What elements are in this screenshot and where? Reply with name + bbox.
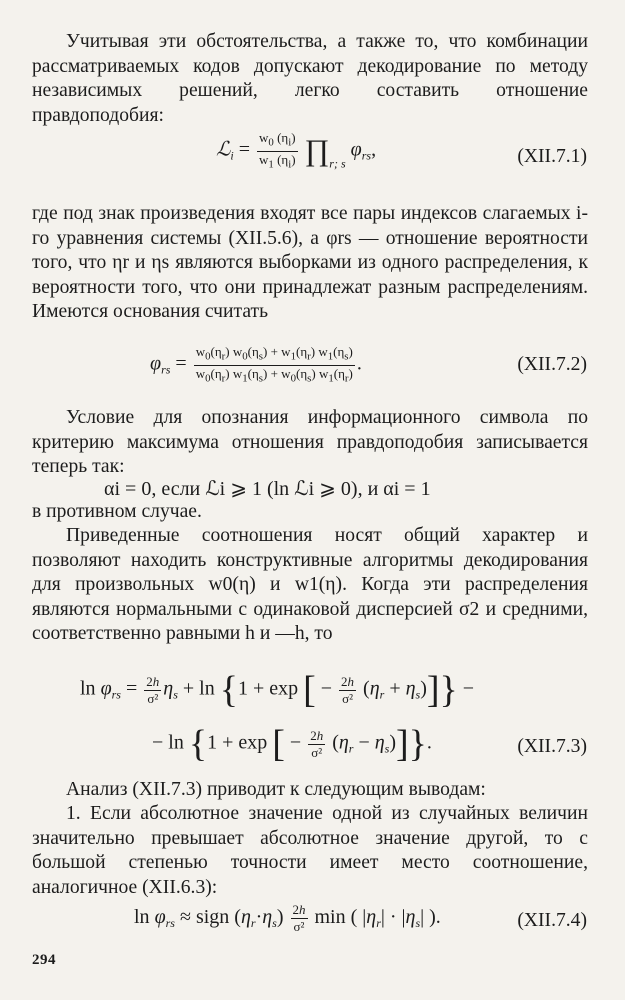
- equation-number-1: (XII.7.1): [517, 146, 587, 167]
- equation-xii-7-3-line-1: $\ln \varphi_{rs}$ = $\frac{2h}{\text{σ²}}$ $\eta_s + \ln \{1 + \exp$ [ − $\frac{2h}{\text{σ²}}$ $(\eta_r + \eta_s)$]} −: [80, 669, 475, 711]
- equation-xii-7-2: $\varphi_{rs}$ = $\frac{w_0(\eta_r) w_0(\eta_s) + w_1(\eta_r) w_1(\eta_s)}{w_0(\eta_r) w_1(\eta_s) + w_0(\eta_s) w_1(\eta_r)}$ .: [150, 344, 362, 385]
- equation-number-3: (XII.7.3): [517, 736, 587, 757]
- paragraph-1: Учитывая эти обстоятельства, а также то, что комбинации рассматриваемых кодов допускают декодирование по методу независимых решений, легко составить отношение правдоподобия:: [32, 31, 588, 126]
- equation-number-4: (XII.7.4): [517, 910, 587, 931]
- equation-xii-7-1: ℒ$_i$ = $\frac{w_0 (\eta_i)}{w_1 (\eta_i)}$ $\prod_{r; s}$ $\varphi_{rs}$,: [216, 130, 377, 171]
- paragraph-5: Приведенные соотношения носят общий характер и позволяют находить конструктивные алгоритмы декодирования для произвольных w0(η) и w1(η). Когда эти распределения являются нормальными с одинаковой дисперсией σ2 и средними, соответственно равными h и —h, то: [32, 525, 588, 645]
- paragraph-3: Условие для опознания информационного символа по критерию максимума отношения правдоподобия записывается теперь так:: [32, 407, 588, 478]
- equation-xii-7-4: $\ln \varphi_{rs}$ ≈ sign $(\eta_r\cdot\eta_s)$ $\frac{2h}{\text{σ²}}$ min ( $|\eta_r| \cdot |\eta_s|$ ).: [134, 902, 441, 934]
- condition-line: αi = 0, если ℒi ⩾ 1 (ln ℒi ⩾ 0), и αi = 1: [104, 478, 431, 500]
- paragraph-2: где под знак произведения входят все пары индексов слагаемых i-го уравнения системы (XII.5.6), а φrs — отношение вероятности того, что ηr и ηs являются выборками из одного распределения, к вероятности того, что они принадлежат разным распределениям. Имеются основания считать: [32, 203, 588, 323]
- paragraph-4: в противном случае.: [32, 501, 202, 522]
- equation-xii-7-3-line-2: − ln {1 + exp [ − $\frac{2h}{\text{σ²}}$ $(\eta_r - \eta_s)$]}.: [152, 723, 432, 765]
- page-number: 294: [32, 952, 56, 968]
- paragraph-7: 1. Если абсолютное значение одной из случайных величин значительно превышает абсолютное значение другой, то с большой степенью точности имеет место соотношение, аналогичное (XII.6.3):: [32, 803, 588, 898]
- equation-number-2: (XII.7.2): [517, 354, 587, 375]
- paragraph-6: Анализ (XII.7.3) приводит к следующим выводам:: [66, 779, 486, 800]
